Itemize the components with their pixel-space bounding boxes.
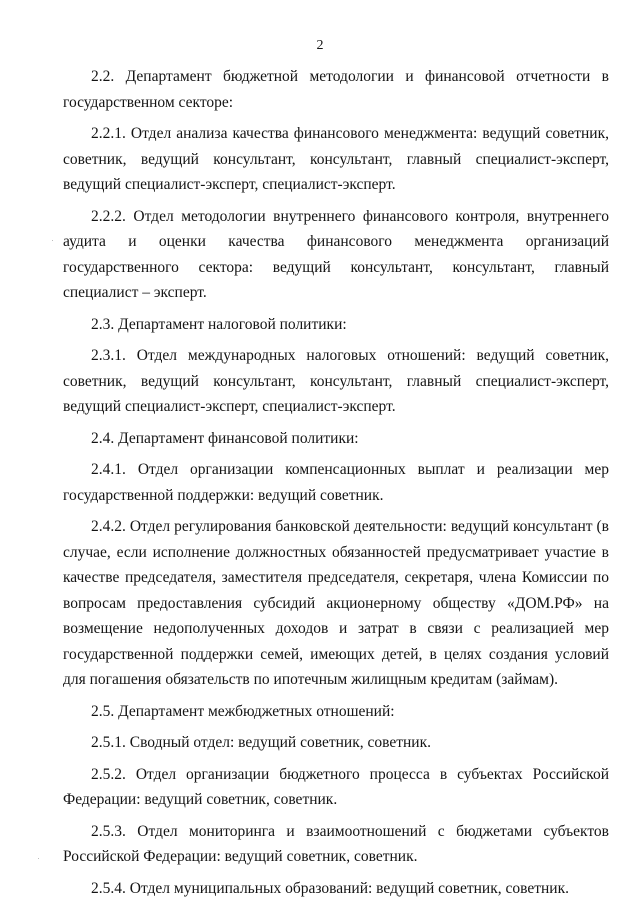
section-2-5-4: 2.5.4. Отдел муниципальных образований: ведущий советник, советник. [91, 879, 570, 897]
section-2-2-2: 2.2.2. Отдел методологии внутреннего финансового контроля, внутреннего аудита и оценки качества финансового менеджмента организаций государственного сектора: ведущий консультант, консультант, главный специалист – эксперт. [63, 207, 609, 301]
section-2-3-heading: 2.3. Департамент налоговой политики: [91, 315, 347, 333]
section-2-2-1: 2.2.1. Отдел анализа качества финансового менеджмента: ведущий советник, советник, ведущий консультант, консультант, главный специалист-эксперт, ведущий специалист-эксперт, специалист-эксперт. [63, 125, 609, 193]
section-2-5-2: 2.5.2. Отдел организации бюджетного процесса в субъектах Российской Федерации: ведущий советник, советник. [63, 765, 609, 808]
section-2-4-2: 2.4.2. Отдел регулирования банковской деятельности: ведущий консультант (в случае, если исполнение должностных обязанностей предусматривает участие в качестве председателя, заместителя председателя, секретаря, члена Комиссии по вопросам предоставления субсидий акционерному обществу «ДОМ.РФ» на возмещение недополученных доходов и затрат в связи с реализацией мер государственной поддержки семей, имеющих детей, в целях создания условий для погашения обязательств по ипотечным жилищным кредитам (займам). [63, 518, 609, 688]
scan-speck [38, 858, 39, 859]
section-2-4-1: 2.4.1. Отдел организации компенсационных выплат и реализации мер государственной поддержки: ведущий советник. [63, 461, 609, 504]
document-body [63, 64, 609, 907]
section-2-4-heading: 2.4. Департамент финансовой политики: [91, 429, 359, 447]
page-number: 2 [316, 38, 324, 53]
section-2-5-heading: 2.5. Департамент межбюджетных отношений: [91, 702, 395, 720]
scan-speck [52, 240, 53, 241]
section-2-3-1: 2.3.1. Отдел международных налоговых отношений: ведущий советник, советник, ведущий консультант, консультант, главный специалист-эксперт, ведущий специалист-эксперт, специалист-эксперт. [63, 347, 609, 415]
section-2-5-3: 2.5.3. Отдел мониторинга и взаимоотношений с бюджетами субъектов Российской Федерации: ведущий советник, советник. [63, 822, 609, 865]
section-2-2-heading: 2.2. Департамент бюджетной методологии и финансовой отчетности в государственном секторе: [63, 68, 609, 111]
section-2-5-1: 2.5.1. Сводный отдел: ведущий советник, советник. [91, 734, 431, 751]
